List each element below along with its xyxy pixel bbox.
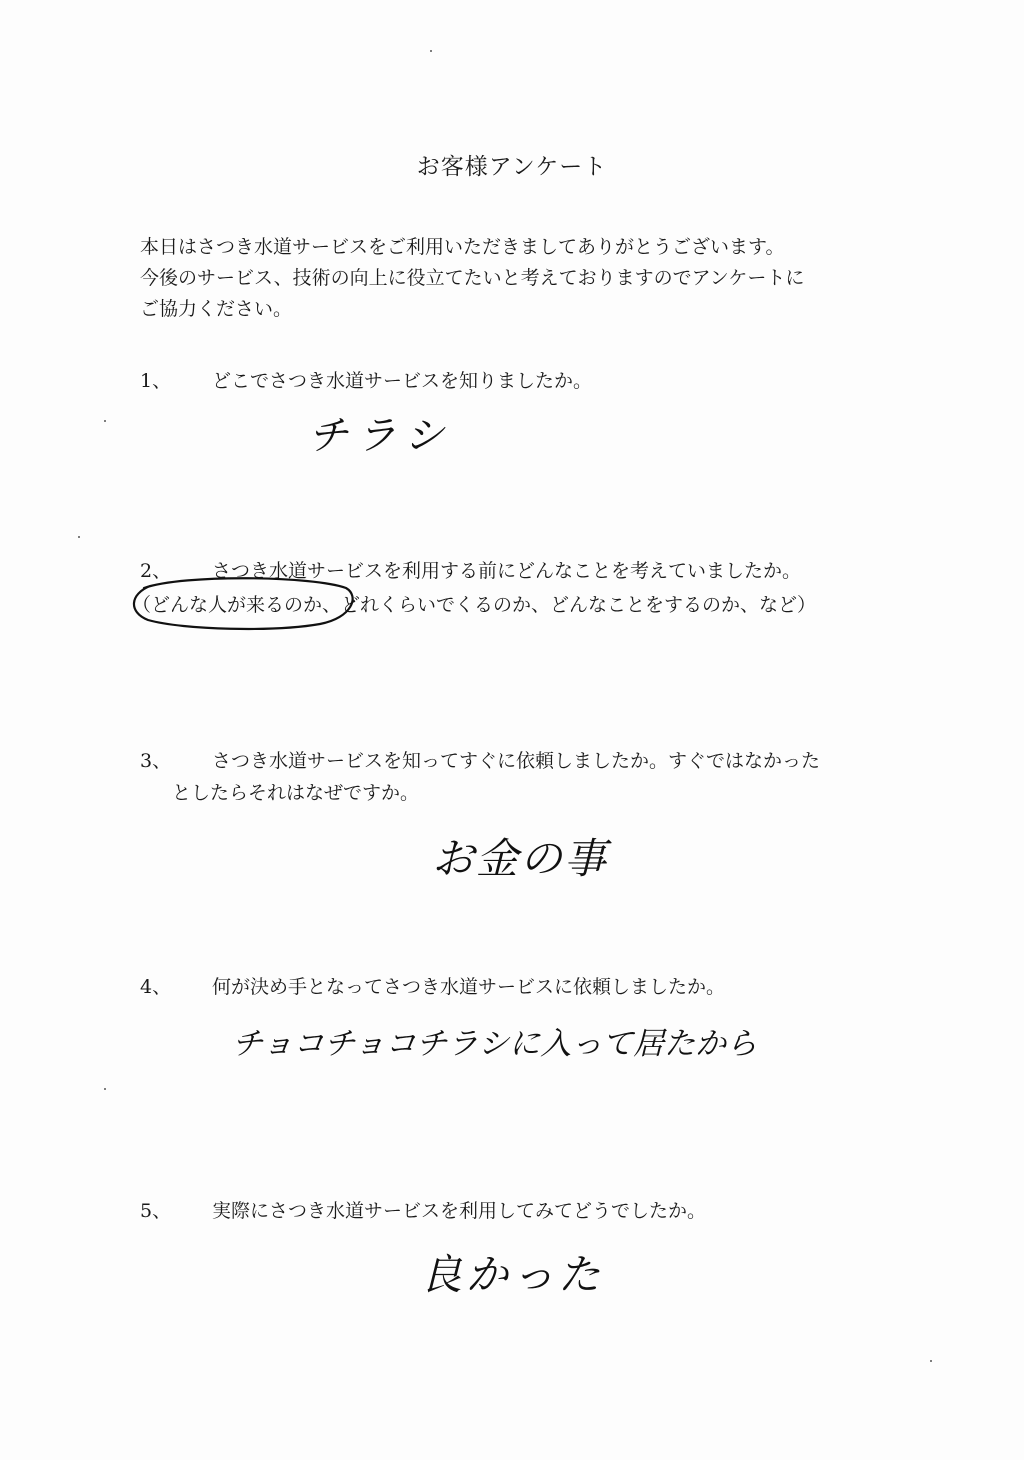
- question-5-text: 実際にさつき水道サービスを利用してみてどうでしたか。: [212, 1200, 707, 1222]
- intro-paragraph: [140, 232, 920, 325]
- intro-line: 本日はさつき水道サービスをご利用いただきましてありがとうございます。: [140, 236, 785, 258]
- question-5-number: 5、: [140, 1200, 172, 1222]
- question-4-answer: チョコチョコチラシに入って居たから: [232, 1026, 758, 1062]
- scan-speck: [78, 536, 80, 538]
- question-1-number: 1、: [140, 370, 172, 392]
- question-3-number: 3、: [140, 750, 172, 772]
- intro-line: ご協力ください。: [140, 298, 293, 320]
- question-1-answer: チラシ: [308, 413, 452, 459]
- question-5-answer: 良かった: [420, 1250, 605, 1299]
- question-4-text: 何が決め手となってさつき水道サービスに依頼しましたか。: [212, 976, 726, 998]
- question-1-text: どこでさつき水道サービスを知りましたか。: [212, 370, 593, 392]
- scan-speck: [104, 1088, 106, 1090]
- circle-mark: [124, 574, 364, 634]
- scan-speck: [930, 1360, 932, 1362]
- page-title: お客様アンケート: [416, 154, 608, 180]
- question-3-text: さつき水道サービスを知ってすぐに依頼しましたか。すぐではなかった: [212, 750, 821, 772]
- intro-line: 今後のサービス、技術の向上に役立てたいと考えておりますのでアンケートに: [140, 267, 805, 289]
- question-2-number: 2、: [140, 560, 172, 582]
- question-2-options: （どんな人が来るのか、どれくらいでくるのか、どんなことをするのか、など）: [132, 594, 817, 616]
- question-3-text-continued: としたらそれはなぜですか。: [172, 782, 420, 804]
- question-4-number: 4、: [140, 976, 172, 998]
- question-2-text: さつき水道サービスを利用する前にどんなことを考えていましたか。: [212, 560, 802, 582]
- scan-speck: [430, 50, 432, 52]
- question-3-answer: お金の事: [432, 834, 609, 883]
- scan-speck: [104, 420, 106, 422]
